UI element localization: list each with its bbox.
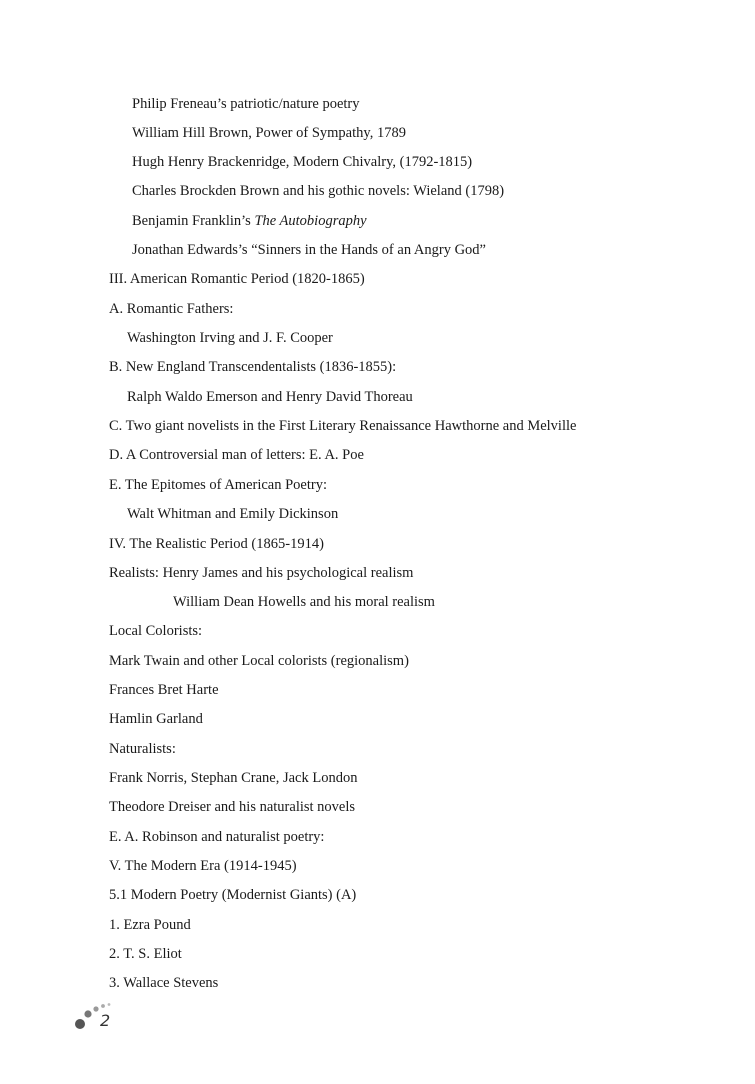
- text-line: B. New England Transcendentalists (1836-1855):: [109, 359, 397, 375]
- text-run: Benjamin Franklin’s: [132, 213, 255, 229]
- text-line: A. Romantic Fathers:: [109, 301, 234, 317]
- text-line: William Dean Howells and his moral realism: [173, 594, 435, 610]
- text-line: Mark Twain and other Local colorists (regionalism): [109, 653, 409, 669]
- page-number: 2: [100, 1011, 111, 1030]
- text-line: Walt Whitman and Emily Dickinson: [127, 506, 339, 522]
- text-line: Theodore Dreiser and his naturalist novels: [109, 799, 356, 815]
- section-heading: V. The Modern Era (1914-1945): [109, 858, 297, 874]
- text-line: Hugh Henry Brackenridge, Modern Chivalry, (1792-1815): [132, 154, 473, 170]
- text-line: Frances Bret Harte: [109, 682, 219, 698]
- text-line: D. A Controversial man of letters: E. A. Poe: [109, 447, 364, 463]
- book-title: The Autobiography: [254, 213, 367, 229]
- text-line: Frank Norris, Stephan Crane, Jack London: [109, 770, 358, 786]
- section-heading: IV. The Realistic Period (1865-1914): [109, 536, 324, 552]
- text-line: Charles Brockden Brown and his gothic novels: Wieland (1798): [132, 183, 505, 199]
- text-line: Jonathan Edwards’s “Sinners in the Hands of an Angry God”: [132, 242, 486, 258]
- text-line: Naturalists:: [109, 741, 176, 757]
- text-line: Realists: Henry James and his psychological realism: [109, 565, 414, 581]
- text-line: William Hill Brown, Power of Sympathy, 1789: [132, 125, 406, 141]
- text-line: 5.1 Modern Poetry (Modernist Giants) (A): [109, 887, 357, 903]
- section-heading: III. American Romantic Period (1820-1865): [109, 271, 365, 287]
- text-line: Ralph Waldo Emerson and Henry David Thoreau: [127, 389, 413, 405]
- text-line: Philip Freneau’s patriotic/nature poetry: [132, 96, 360, 112]
- text-line: E. The Epitomes of American Poetry:: [109, 477, 327, 493]
- text-line: Hamlin Garland: [109, 711, 203, 727]
- text-line: C. Two giant novelists in the First Literary Renaissance Hawthorne and Melville: [109, 418, 577, 434]
- text-line: 3. Wallace Stevens: [109, 975, 219, 991]
- text-line: Local Colorists:: [109, 623, 203, 639]
- text-line: 2. T. S. Eliot: [109, 946, 182, 962]
- text-line: 1. Ezra Pound: [109, 917, 191, 933]
- text-line: E. A. Robinson and naturalist poetry:: [109, 829, 325, 845]
- text-line: [132, 212, 367, 230]
- text-line: Washington Irving and J. F. Cooper: [127, 330, 333, 346]
